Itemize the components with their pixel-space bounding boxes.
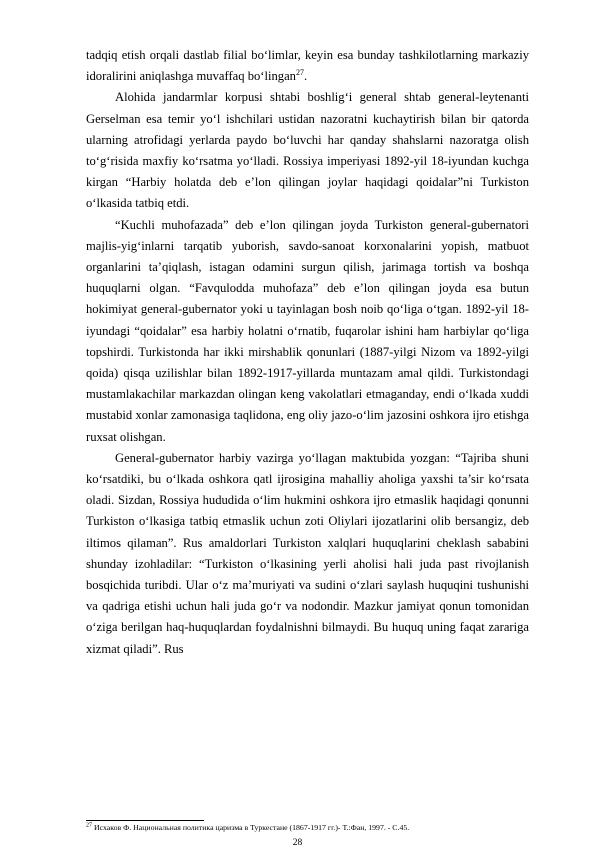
paragraph-2: Alohida jandarmlar korpusi shtabi boshlig‘i general shtab general-leytenanti Gerselman esa temir yo‘l ishchilari ustidan nazoratni kuchaytirish bilan bir qatorda ularning atrofidagi yerlarda paydo bo‘luvchi har qanday shahslarni nazoratga olish to‘g‘risida maxfiy ko‘rsatma yo‘lladi. Rossiya imperiyasi 1892-yil 18-iyundan kuchga kirgan “Harbiy holatda deb e’lon qilingan joylar haqidagi qoidalar”ni Turkiston o‘lkasida tatbiq etdi. bbox=[86, 90, 529, 211]
page-body bbox=[86, 45, 529, 660]
footnote-text: Исхаков Ф. Национальная политика царизма в Туркестане (1867-1917 гг.)- Т.:Фан, 1997. - С.45. bbox=[92, 823, 410, 832]
paragraph-1-tail: . bbox=[303, 69, 308, 84]
footnote-number: 27 bbox=[86, 822, 92, 829]
footnote-reference[interactable]: 27 bbox=[295, 68, 304, 78]
page-number: 28 bbox=[292, 838, 303, 848]
footnote bbox=[86, 823, 529, 833]
paragraph-4: General-gubernator harbiy vazirga yo‘llagan maktubida yozgan: “Tajriba shuni ko‘rsatdiki, bu o‘lkada oshkora qatl ijrosigina mahalliy aholiga yaxshi ta’sir ko‘rsata oladi. Sizdan, Rossiya hududida o‘lim hukmini oshkora ijro etmaslik haqidagi qonunni Turkiston o‘lkasiga tatbiq etmaslik uchun zoti Oliylari ijozatlarini olib bersangiz, deb iltimos qilaman”. Rus amaldorlari Turkiston xalqlari huquqlarini cheklash sababini shunday izohladilar: “Turkiston o‘lkasining yerli aholisi hali juda past rivojlanish bosqichida turibdi. Ular o‘z ma’muriyati va sudini o‘zlari saylash huquqini tushunishi va qadriga etishi uchun hali juda go‘r va nodondir. Mazkur jamiyat qonun tomonidan o‘ziga berilgan haq-huquqlardan foydalnishni bilmaydi. Bu huquq uning faqat zarariga xizmat qiladi”. Rus bbox=[86, 450, 529, 656]
paragraph-3: “Kuchli muhofazada” deb e’lon qilingan joyda Turkiston general-gubernatori majlis-yig‘inlarni tarqatib yuborish, savdo-sanoat korxonalarini yopish, matbuot organlarini ta’qiqlash, istagan odamini surgun qilish, jarimaga tortish va boshqa huquqlarni olgan. “Favqulodda muhofaza” deb e’lon qilingan joyda esa butun hokimiyat general-gubernator yoki u tayinlagan bosh noib qo‘liga o‘tgan. 1892-yil 18-iyundagi “qoidalar” esa harbiy holatni o‘rnatib, fuqarolar ishini ham harbiylar qo‘liga topshirdi. Turkistonda har ikki mirshablik qonunlari (1887-yilgi Nizom va 1892-yilgi qoida) qisqa uzilishlar bilan 1892-1917-yillarda muntazam amal qildi. Turkistondagi mustamlakachilar markazdan olingan keng vakolatlari etmaganday, endi o‘lkada xuddi mustabid xonlar zamonasiga taqlidona, eng oliy jazo-o‘lim jazosini oshkora ijro etishga ruxsat olishgan. bbox=[86, 217, 529, 444]
paragraph-1-text: tadqiq etish orqali dastlab filial bo‘limlar, keyin esa bunday tashkilotlarning markaziy idoralirini aniqlashga muvaffaq bo‘lingan bbox=[86, 48, 529, 84]
paragraph-1 bbox=[86, 45, 529, 87]
footnote-divider bbox=[86, 820, 204, 821]
